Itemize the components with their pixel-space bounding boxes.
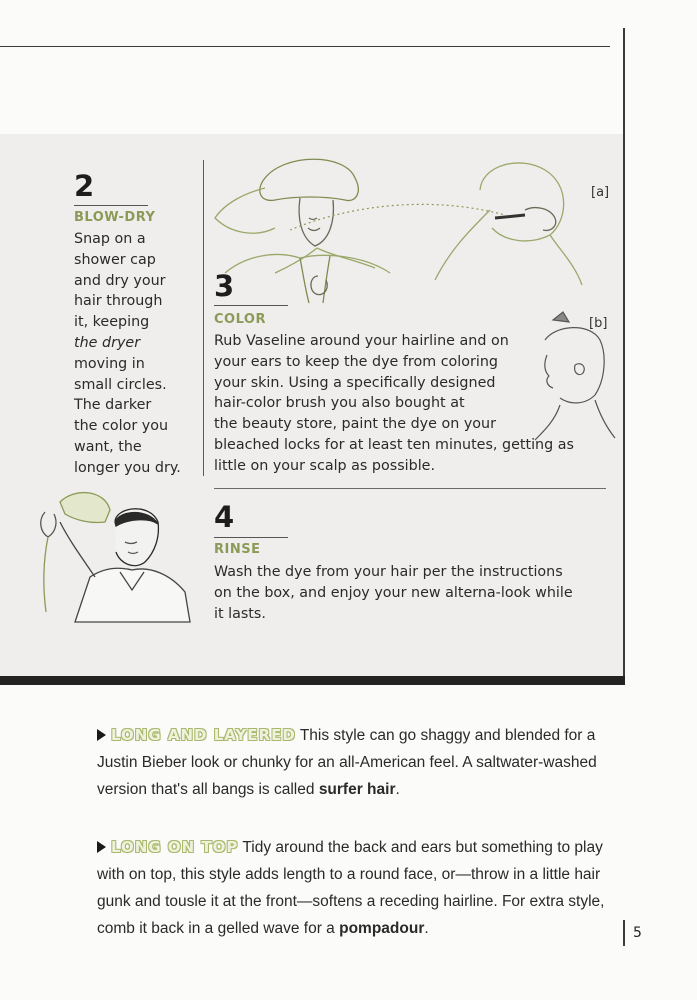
- step-4-line: it lasts.: [214, 605, 266, 622]
- step-2-number: 2: [74, 169, 95, 203]
- style-text: Tidy around the back and ears but something to play with on top, this style adds length to a round face, or—throw in a little hair gunk and tousle it at the front—softens a receding hairline. For extra style, comb it back in a gelled wave for a: [97, 839, 605, 937]
- style-term: surfer hair: [318, 781, 396, 798]
- step-3-title: COLOR: [214, 312, 266, 327]
- style-heading: LONG AND LAYERED: [111, 726, 296, 744]
- step-2-title: BLOW-DRY: [74, 210, 156, 225]
- style-long-and-layered: [97, 722, 617, 803]
- step-3-line: bleached locks for at least ten minutes, getting as: [214, 436, 574, 453]
- step-2-line: longer you dry.: [74, 459, 181, 476]
- step-4-title: RINSE: [214, 542, 261, 557]
- bullet-arrow-icon: [97, 729, 106, 741]
- style-heading: LONG ON TOP: [111, 838, 239, 856]
- page-number-rule: [623, 920, 625, 946]
- style-text-end: .: [395, 781, 400, 798]
- step-3-line: hair-color brush you also bought at: [214, 395, 465, 412]
- step-2-line: shower cap: [74, 251, 156, 268]
- step-3-line: the beauty store, paint the dye on your: [214, 416, 496, 433]
- step-divider: [214, 488, 606, 489]
- step-2-line: it, keeping: [74, 314, 150, 331]
- right-margin-rule: [623, 28, 625, 676]
- step-3-line: little on your scalp as possible.: [214, 457, 436, 474]
- step-4-line: Wash the dye from your hair per the instructions: [214, 564, 563, 580]
- step-4-number: 4: [214, 500, 235, 534]
- step-3-line: your ears to keep the dye from coloring: [214, 353, 499, 370]
- step-2-text: [74, 229, 199, 479]
- dotted-connector: [290, 195, 510, 235]
- style-term: pompadour: [339, 920, 425, 937]
- step-2-line: small circles.: [74, 376, 167, 393]
- illustration-tag-a: [a]: [591, 185, 610, 200]
- style-long-on-top: [97, 834, 617, 942]
- step-2-line: want, the: [74, 438, 142, 455]
- step-4-line: on the box, and enjoy your new alterna-look while: [214, 584, 573, 601]
- step-4-rule: [214, 537, 288, 538]
- step-2-line: Snap on a: [74, 231, 146, 247]
- page-number: 5: [633, 925, 642, 941]
- step-3-number: 3: [214, 269, 235, 303]
- blow-dry-illustration: [20, 482, 200, 632]
- step-4-text: [214, 562, 614, 624]
- step-2-rule: [74, 205, 148, 206]
- step-3-line: your skin. Using a specifically designed: [214, 374, 496, 391]
- style-text: This style can go shaggy and blended for a Justin Bieber look or chunky for an all-American feel. A saltwater-washed version that's all bangs is called: [97, 727, 597, 798]
- column-divider: [203, 160, 204, 476]
- step-2-line: the dryer: [74, 334, 141, 351]
- step-2-line: The darker: [74, 397, 152, 414]
- illustration-tag-b: [b]: [589, 316, 608, 331]
- step-2-line: moving in: [74, 355, 145, 372]
- bullet-arrow-icon: [97, 841, 106, 853]
- panel-bottom-rule: [0, 676, 625, 685]
- step-3-line: Rub Vaseline around your hairline and on: [214, 333, 509, 349]
- top-rule: [0, 46, 610, 47]
- step-2-line: and dry your: [74, 272, 166, 289]
- profile-head-illustration: [535, 310, 615, 450]
- style-text-end: .: [424, 920, 429, 937]
- step-2-line: hair through: [74, 293, 163, 310]
- step-2-line: the color you: [74, 418, 169, 435]
